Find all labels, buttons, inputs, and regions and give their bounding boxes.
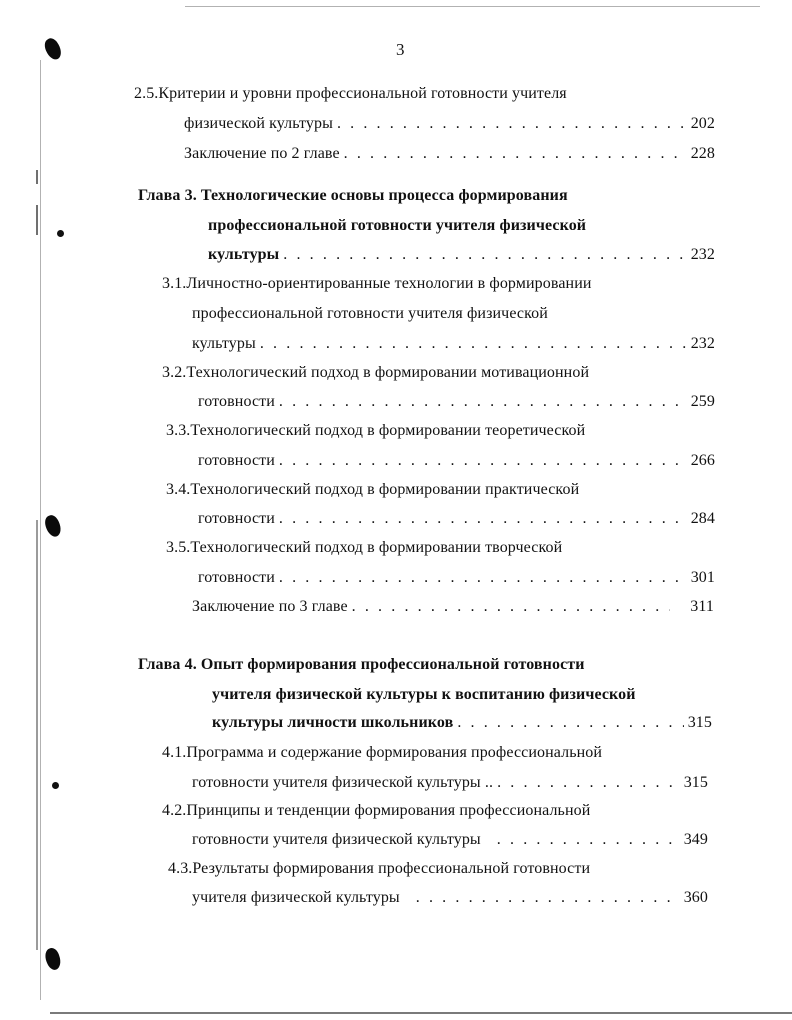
- dot-leader: [337, 114, 687, 134]
- scan-mark: [36, 205, 38, 235]
- scan-left-line-2: [36, 520, 38, 950]
- toc-page-number: 315: [683, 774, 708, 791]
- toc-page-number: 315: [687, 714, 712, 731]
- page-number: 3: [396, 40, 405, 59]
- toc-entry-3-1-line3: [192, 334, 715, 354]
- binder-hole-mark: [41, 36, 64, 62]
- dot-leader: [260, 334, 687, 354]
- scan-speck: [57, 230, 64, 237]
- toc-entry-3-3-line2: [198, 451, 715, 471]
- toc-page-number: 284: [690, 510, 715, 527]
- toc-page-number: 266: [690, 452, 715, 469]
- toc-entry-3-1-line2: профессиональной готовности учителя физической: [192, 305, 548, 322]
- toc-page-number: 232: [690, 335, 715, 352]
- dot-leader: [279, 451, 687, 471]
- toc-entry-text: физической культуры: [184, 115, 333, 132]
- scan-speck: [52, 782, 59, 789]
- toc-page-number: 360: [683, 889, 708, 906]
- toc-entry-3-4-line1: 3.4.Технологический подход в формировании практической: [166, 481, 580, 498]
- dot-leader: [344, 144, 687, 164]
- dot-leader: [416, 888, 680, 908]
- toc-chapter-4-line3: [212, 713, 712, 733]
- dot-leader: [352, 597, 671, 617]
- toc-entry-3-5-line1: 3.5.Технологический подход в формировании творческой: [166, 539, 563, 556]
- dot-leader: [497, 830, 680, 850]
- dot-leader: [283, 245, 686, 265]
- toc-entry-4-1-line2: [192, 773, 708, 793]
- toc-entry-3-3-line1: 3.3.Технологический подход в формировании теоретической: [166, 422, 586, 439]
- toc-entry-4-3-line1: 4.3.Результаты формирования профессиональной готовности: [168, 860, 591, 877]
- toc-entry-text: культуры личности школьников: [212, 714, 454, 731]
- toc-entry-conclusion-3: [192, 597, 714, 617]
- toc-chapter-4-line1: Глава 4. Опыт формирования профессиональной готовности: [138, 656, 585, 673]
- toc-entry-text: готовности учителя физической культуры: [192, 831, 481, 848]
- binder-hole-mark: [43, 946, 64, 971]
- dot-leader: [497, 773, 680, 793]
- toc-entry-conclusion-2: [184, 144, 715, 164]
- toc-page-number: 259: [690, 393, 715, 410]
- toc-chapter-3-line3: [208, 245, 715, 265]
- toc-entry-3-1-line1: 3.1.Личностно-ориентированные технологии в формировании: [162, 275, 592, 292]
- toc-entry-text: готовности: [198, 569, 275, 586]
- toc-page-number: 349: [683, 831, 708, 848]
- toc-entry-3-2-line2: [198, 392, 715, 412]
- toc-page-number: 228: [690, 145, 715, 162]
- toc-entry-2-5-line2: [184, 114, 715, 134]
- toc-entry-3-4-line2: [198, 509, 715, 529]
- toc-entry-text: готовности учителя физической культуры ..: [192, 774, 494, 791]
- toc-entry-4-3-line2: [192, 888, 708, 908]
- toc-entry-4-1-line1: 4.1.Программа и содержание формирования профессиональной: [162, 744, 603, 761]
- toc-entry-4-2-line2: [192, 830, 708, 850]
- dot-leader: [279, 392, 687, 412]
- binder-hole-mark: [42, 513, 64, 539]
- toc-entry-text: готовности: [198, 452, 275, 469]
- toc-entry-3-5-line2: [198, 568, 715, 588]
- scan-mark: [36, 170, 38, 184]
- toc-page-number: 202: [690, 115, 715, 132]
- toc-chapter-3-line1: Глава 3. Технологические основы процесса формирования: [138, 187, 568, 204]
- dot-leader: [457, 713, 683, 733]
- toc-entry-text: культуры: [192, 335, 256, 352]
- scan-top-line: [185, 6, 760, 7]
- toc-entry-4-2-line1: 4.2.Принципы и тенденции формирования профессиональной: [162, 802, 591, 819]
- toc-entry-text: готовности: [198, 393, 275, 410]
- toc-page-number: 301: [690, 569, 715, 586]
- toc-entry-text: Заключение по 2 главе: [184, 145, 340, 162]
- toc-entry-text: Заключение по 3 главе: [192, 598, 348, 615]
- toc-entry-2-5-line1: 2.5.Критерии и уровни профессиональной готовности учителя: [134, 85, 567, 102]
- toc-chapter-3-line2: профессиональной готовности учителя физической: [208, 217, 587, 234]
- scan-left-line: [40, 60, 41, 1000]
- dot-leader: [279, 568, 687, 588]
- toc-page-number: 311: [690, 598, 714, 615]
- toc-entry-text: учителя физической культуры: [192, 889, 400, 906]
- dot-leader: [279, 509, 687, 529]
- scan-bottom-line: [50, 1012, 792, 1014]
- toc-entry-3-2-line1: 3.2.Технологический подход в формировании мотивационной: [162, 364, 590, 381]
- toc-entry-text: готовности: [198, 510, 275, 527]
- toc-page-number: 232: [690, 246, 715, 263]
- toc-chapter-4-line2: учителя физической культуры к воспитанию физической: [212, 686, 636, 703]
- toc-entry-text: культуры: [208, 246, 280, 263]
